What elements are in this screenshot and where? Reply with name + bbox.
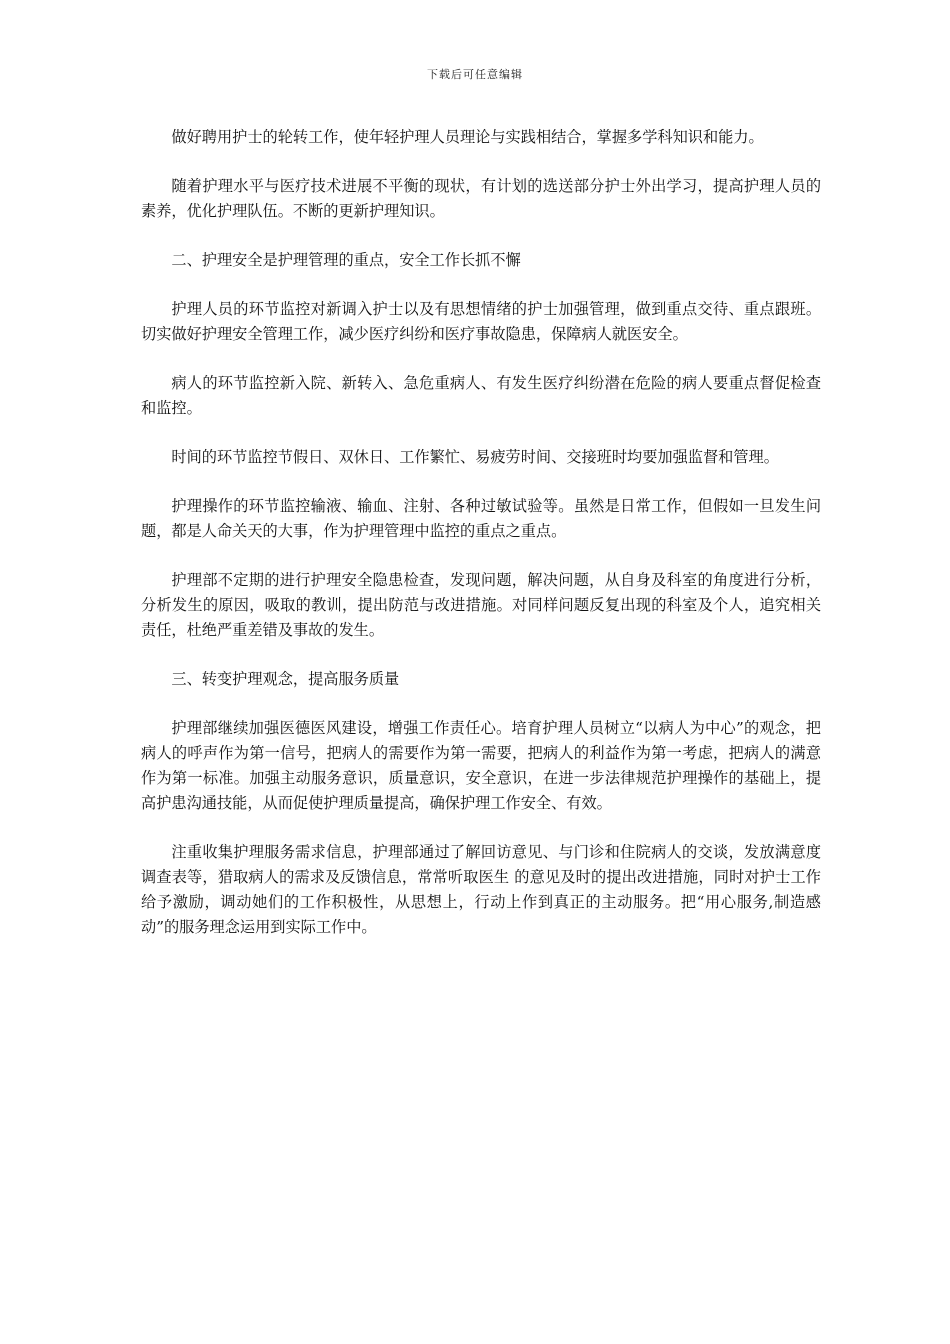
paragraph-safety-inspection: 护理部不定期的进行护理安全隐患检查，发现问题，解决问题，从自身及科室的角度进行分析，分析发生的原因，吸取的教训，提出防范与改进措施。对同样问题反复出现的科室及个人，追究相关责任，杜绝严重差错及事故的发生。 <box>141 571 821 639</box>
section-heading-service: 三、转变护理观念，提高服务质量 <box>171 670 400 688</box>
section-heading-safety: 二、护理安全是护理管理的重点，安全工作长抓不懈 <box>171 251 521 269</box>
paragraph-external-study: 随着护理水平与医疗技术进展不平衡的现状，有计划的选送部分护士外出学习，提高护理人员的素养，优化护理队伍。不断的更新护理知识。 <box>141 177 821 220</box>
paragraph-patient-centered: 护理部继续加强医德医风建设，增强工作责任心。培育护理人员树立“以病人为中心”的观念，把病人的呼声作为第一信号，把病人的需要作为第一需要，把病人的利益作为第一考虑，把病人的满意作为第一标准。加强主动服务意识，质量意识，安全意识，在进一步法律规范护理操作的基础上，提高护患沟通技能，从而促使护理质量提高，确保护理工作安全、有效。 <box>141 719 821 812</box>
document-body <box>141 125 821 964</box>
paragraph-feedback-collection: 注重收集护理服务需求信息，护理部通过了解回访意见、与门诊和住院病人的交谈，发放满意度调查表等，猎取病人的需求及反馈信息，常常听取医生 的意见及时的提出改进措施，同时对护士工作给予激励，调动她们的工作积极性，从思想上，行动上作到真正的主动服务。把“用心服务,制造感动”的服务理念运用到实际工作中。 <box>141 843 821 936</box>
paragraph-rotation-training: 做好聘用护士的轮转工作，使年轻护理人员理论与实践相结合，掌握多学科知识和能力。 <box>171 128 764 146</box>
paragraph-staff-monitoring: 护理人员的环节监控对新调入护士以及有思想情绪的护士加强管理，做到重点交待、重点跟班。切实做好护理安全管理工作，减少医疗纠纷和医疗事故隐患，保障病人就医安全。 <box>141 300 821 343</box>
paragraph-patient-monitoring: 病人的环节监控新入院、新转入、急危重病人、有发生医疗纠纷潜在危险的病人要重点督促检查和监控。 <box>141 374 821 417</box>
page-header-note: 下载后可任意编辑 <box>427 68 523 81</box>
paragraph-time-monitoring: 时间的环节监控节假日、双休日、工作繁忙、易疲劳时间、交接班时均要加强监督和管理。 <box>171 448 779 466</box>
paragraph-operation-monitoring: 护理操作的环节监控输液、输血、注射、各种过敏试验等。虽然是日常工作，但假如一旦发生问题，都是人命关天的大事，作为护理管理中监控的重点之重点。 <box>141 497 821 540</box>
